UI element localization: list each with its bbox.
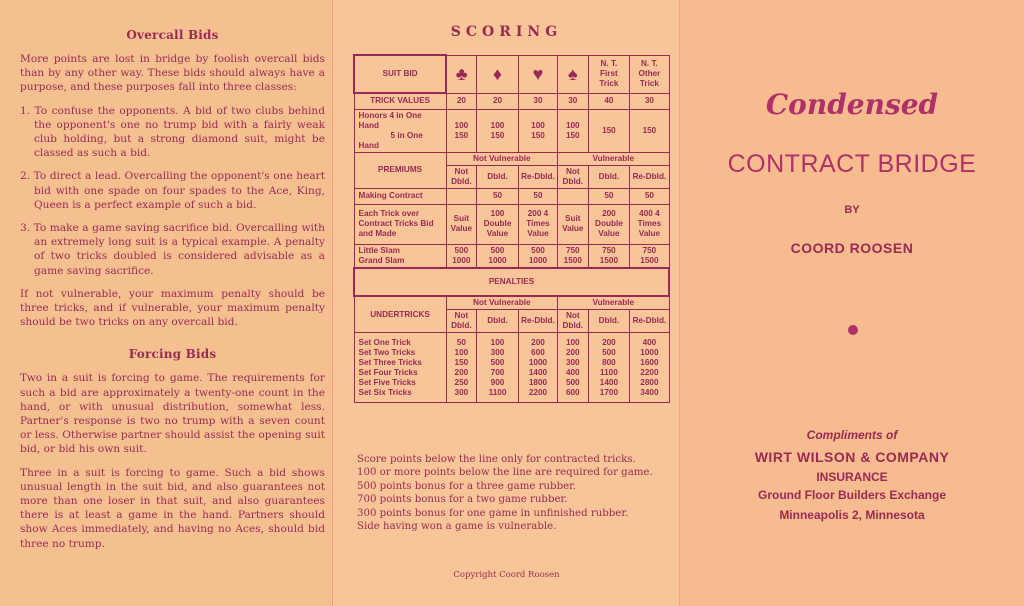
scoring-table xyxy=(353,54,670,403)
cover-panel xyxy=(680,0,1024,606)
clubs-icon: ♣ xyxy=(446,55,476,93)
col-re-dbld: Re-Dbld. xyxy=(518,310,557,333)
col-dbld: Dbld. xyxy=(588,165,630,188)
author-name: COORD ROOSEN xyxy=(790,240,914,256)
company-name: WIRT WILSON & COMPANY xyxy=(754,449,950,465)
slam-value: 750 1500 xyxy=(588,244,630,268)
slam-value: 500 1000 xyxy=(477,244,519,268)
premiums-not-vulnerable: Not Vulnerable xyxy=(446,152,557,165)
col-dbld: Dbld. xyxy=(477,310,519,333)
overcall-item: 1. To confuse the opponents. A bid of two clubs behind the opponent's one no trump bid with a fairly weak club holding, but a strong diamond suit, might be classed as such a bid. xyxy=(20,104,325,160)
honors-label xyxy=(354,109,446,152)
honors-value: 150 xyxy=(630,109,669,152)
scoring-panel xyxy=(333,0,680,606)
scoring-title: SCORING xyxy=(450,24,563,40)
trick-value: 20 xyxy=(446,93,476,109)
honors-value: 100 150 xyxy=(558,109,588,152)
undertrick-values: 100 200 300 400 500 600 xyxy=(558,333,588,403)
col-not-dbld: Not Dbld. xyxy=(446,165,476,188)
penalties-not-vulnerable: Not Vulnerable xyxy=(446,296,557,310)
premiums-label: PREMIUMS xyxy=(354,152,446,188)
making-contract-label: Making Contract xyxy=(354,188,446,204)
condensed-title: Condensed xyxy=(765,88,939,121)
note-line: Score points below the line only for contracted tricks. xyxy=(357,454,636,465)
note-line: 100 or more points below the line are required for game. xyxy=(357,467,653,479)
undertrick-values: 50 100 150 200 250 300 xyxy=(446,333,476,403)
undertrick-values: 200 500 800 1100 1400 1700 xyxy=(588,333,630,403)
slam-value: 750 1500 xyxy=(558,244,588,268)
slam-value: 500 1000 xyxy=(518,244,557,268)
making-value xyxy=(558,188,588,204)
overcall-outro: If not vulnerable, your maximum penalty should be three tricks, and if vulnerable, your maximum penalty should be two tricks on any overcall bid. xyxy=(20,287,325,329)
copyright: Copyright Coord Roosen xyxy=(453,570,560,580)
trick-value: 30 xyxy=(558,93,588,109)
slam-label xyxy=(354,244,446,268)
trick-value: 40 xyxy=(588,93,630,109)
undertricks-label: UNDERTRICKS xyxy=(354,296,446,333)
undertrick-row-label: Set One Trick xyxy=(358,337,411,347)
premiums-vulnerable: Vulnerable xyxy=(558,152,669,165)
col-re-dbld: Re-Dbld. xyxy=(518,165,557,188)
trick-value: 30 xyxy=(630,93,669,109)
cover-title: CONTRACT BRIDGE xyxy=(727,150,977,178)
nt-first-header: N. T. First Trick xyxy=(588,55,630,93)
each-trick-value: 400 4 Times Value xyxy=(630,204,669,244)
undertrick-values: 200 600 1000 1400 1800 2200 xyxy=(518,333,557,403)
trick-value: 30 xyxy=(518,93,557,109)
making-value xyxy=(446,188,476,204)
col-not-dbld: Not Dbld. xyxy=(446,310,476,333)
note-line: 700 points bonus for a two game rubber. xyxy=(357,494,568,506)
note-line: Side having won a game is vulnerable. xyxy=(357,521,557,533)
col-dbld: Dbld. xyxy=(477,165,519,188)
suit-bid-label: SUIT BID xyxy=(354,55,446,93)
insurance-label: INSURANCE xyxy=(816,470,888,484)
honors-value: 100 150 xyxy=(518,109,557,152)
undertrick-values: 400 1000 1600 2200 2800 3400 xyxy=(630,333,669,403)
penalties-label: PENALTIES xyxy=(354,268,669,296)
trick-value: 20 xyxy=(477,93,519,109)
overcall-item: 3. To make a game saving sacrifice bid. Overcalling with an extremely long suit is a typical example. A penalty of two tricks doubled is considered advisable as a game saving sacrifice. xyxy=(20,222,325,277)
undertrick-labels xyxy=(354,333,446,403)
undertrick-row-label: Set Five Tricks xyxy=(358,377,416,387)
making-value: 50 xyxy=(518,188,557,204)
forcing-paragraph-1: Two in a suit is forcing to game. The requirements for such a bid are approximately a twenty-one count in the hand, or with unusual distribution, somewhat less. Partner's response is two no trump with a seven count or less. Otherwise partner should assist the opening suit bid, or bid his own suit. xyxy=(20,372,325,456)
spades-icon: ♠ xyxy=(558,55,588,93)
honors-value: 100 150 xyxy=(477,109,519,152)
col-not-dbld: Not Dbld. xyxy=(558,310,588,333)
making-value: 50 xyxy=(630,188,669,204)
col-re-dbld: Re-Dbld. xyxy=(630,165,669,188)
honors-four: 4 in One Hand xyxy=(358,110,422,130)
honors-text: Honors xyxy=(358,110,388,120)
each-trick-value: 200 Double Value xyxy=(588,204,630,244)
undertrick-row-label: Set Three Tricks xyxy=(358,357,422,367)
each-trick-value: 100 Double Value xyxy=(477,204,519,244)
note-line: 300 points bonus for one game in unfinished rubber. xyxy=(357,507,629,519)
overcall-title: Overcall Bids xyxy=(126,28,219,42)
slam-value: 500 1000 xyxy=(446,244,476,268)
col-not-dbld: Not Dbld. xyxy=(558,165,588,188)
left-panel xyxy=(0,0,333,606)
address-line-1: Ground Floor Builders Exchange xyxy=(757,488,947,502)
undertrick-row-label: Set Two Tricks xyxy=(358,347,416,357)
hearts-icon: ♥ xyxy=(518,55,557,93)
penalties-vulnerable: Vulnerable xyxy=(558,296,669,310)
making-value: 50 xyxy=(588,188,630,204)
honors-value: 150 xyxy=(588,109,630,152)
undertrick-values: 100 300 500 700 900 1100 xyxy=(477,333,519,403)
each-trick-value: Suit Value xyxy=(558,204,588,244)
col-dbld: Dbld. xyxy=(588,310,630,333)
each-trick-label: Each Trick over Contract Tricks Bid and Made xyxy=(354,204,446,244)
each-trick-value: Suit Value xyxy=(446,204,476,244)
forcing-title: Forcing Bids xyxy=(128,347,217,362)
forcing-paragraph-2: Three in a suit is forcing to game. Such a bid shows unusual length in the suit bid, and also guarantees not more than one loser in that suit, and also guarantees there is at least a game in the hand. Partners should show Aces immediately, and having no Aces, should bid three no trump. xyxy=(20,466,325,550)
nt-other-header: N. T. Other Trick xyxy=(630,55,669,93)
scoring-notes xyxy=(357,453,677,533)
compliments-label: Compliments of xyxy=(806,428,898,442)
col-re-dbld: Re-Dbld. xyxy=(630,310,669,333)
trick-values-label: TRICK VALUES xyxy=(354,93,446,109)
overcall-item: 2. To direct a lead. Overcalling the opponent's one heart bid with one spade on four spades to the Ace, King, Queen is a perfect example of such a bid. xyxy=(20,170,325,211)
by-label: BY xyxy=(844,204,860,216)
dot-ornament xyxy=(848,325,858,335)
each-trick-value: 200 4 Times Value xyxy=(518,204,557,244)
grand-slam-label: Grand Slam xyxy=(358,255,405,265)
little-slam-label: Little Slam xyxy=(358,245,400,255)
undertrick-row-label: Set Four Tricks xyxy=(358,367,418,377)
overcall-intro: More points are lost in bridge by foolish overcall bids than by any other way. These bids should always have a purpose, and these purposes fall into three classes: xyxy=(20,53,325,94)
undertrick-row-label: Set Six Tricks xyxy=(358,387,412,397)
honors-value: 100 150 xyxy=(446,109,476,152)
slam-value: 750 1500 xyxy=(630,244,669,268)
diamonds-icon: ♦ xyxy=(477,55,519,93)
note-line: 500 points bonus for a three game rubber. xyxy=(357,480,577,492)
address-line-2: Minneapolis 2, Minnesota xyxy=(779,508,925,522)
overcall-list xyxy=(20,104,325,278)
making-value: 50 xyxy=(477,188,519,204)
honors-five: 5 in One Hand xyxy=(358,130,423,150)
